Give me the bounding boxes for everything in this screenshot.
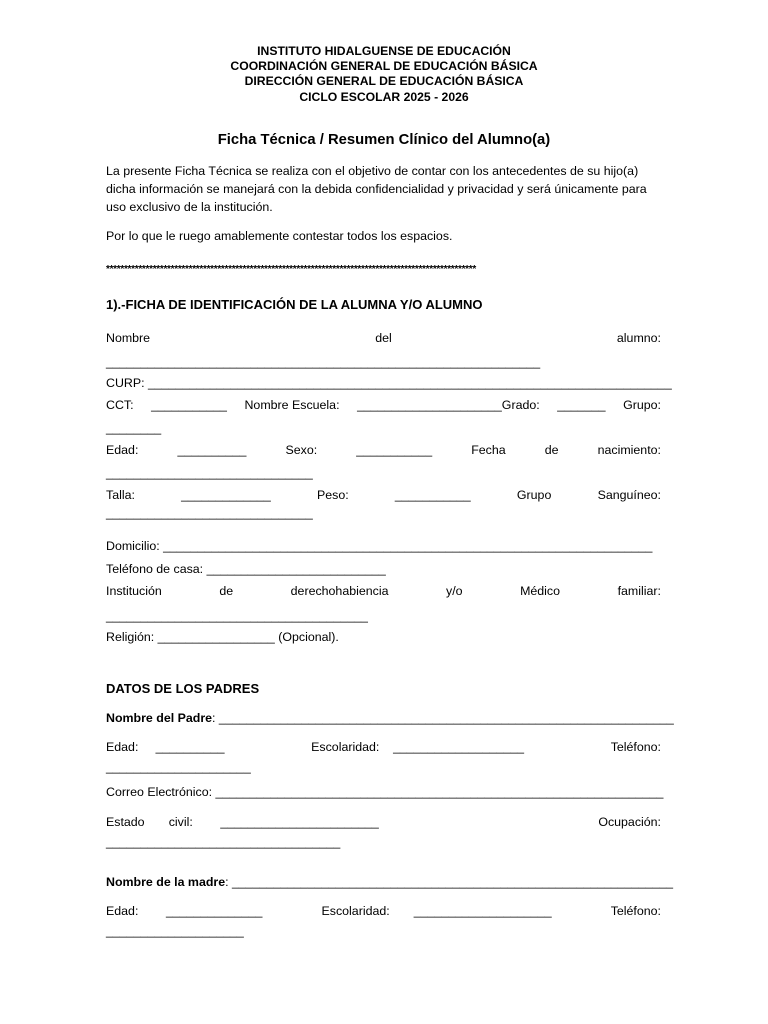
- mother-age-group: [106, 904, 262, 918]
- grade-field[interactable]: _______: [557, 398, 606, 412]
- health-institution-word-3: derechohabiencia: [290, 584, 389, 598]
- blood-type-label: Sanguíneo:: [597, 488, 661, 502]
- intro-line-3: uso exclusivo de la institución.: [106, 200, 273, 214]
- father-age-field[interactable]: __________: [155, 740, 225, 754]
- occupation-label: Ocupación:: [598, 815, 661, 829]
- marital-status-label: civil:: [168, 815, 193, 829]
- school-name-field[interactable]: _____________________Grado:: [357, 398, 540, 412]
- mother-name-field[interactable]: : ________________________________________________________________: [225, 875, 674, 889]
- curp-field[interactable]: CURP: ____________________________________________________________________________: [106, 376, 672, 390]
- age-row: [106, 443, 661, 457]
- header-institute: INSTITUTO HIDALGUENSE DE EDUCACIÓN: [257, 44, 511, 58]
- mother-phone-label: Teléfono:: [610, 904, 661, 918]
- mother-age-label: Edad:: [106, 904, 139, 918]
- mother-education-field[interactable]: ____________________: [413, 904, 552, 918]
- weight-field[interactable]: ___________: [394, 488, 471, 502]
- mother-age-field[interactable]: ______________: [165, 904, 263, 918]
- student-name-field[interactable]: _______________________________________________________________: [106, 355, 541, 369]
- student-name-word-1: Nombre: [106, 331, 151, 345]
- mother-phone-field[interactable]: ____________________: [106, 924, 244, 938]
- father-education-label: Escolaridad:: [311, 740, 380, 754]
- header-direction: DIRECCIÓN GENERAL DE EDUCACIÓN BÁSICA: [244, 74, 524, 88]
- header-school-year: CICLO ESCOLAR 2025 - 2026: [299, 90, 469, 104]
- cct-field[interactable]: ___________: [151, 398, 227, 412]
- father-phone-label: Teléfono:: [610, 740, 661, 754]
- home-phone-field[interactable]: Teléfono de casa: __________________________: [106, 562, 386, 576]
- marital-status-word-1: Estado: [106, 815, 145, 829]
- school-name-label: Nombre Escuela:: [244, 398, 340, 412]
- health-institution-row: [106, 584, 661, 598]
- father-age-group: [106, 740, 225, 754]
- father-age-row: [106, 740, 661, 754]
- father-education-field[interactable]: ___________________: [393, 740, 525, 754]
- mother-age-row: [106, 904, 661, 918]
- student-name-row: [106, 331, 661, 345]
- separator-stars: *******************************************************************************************************: [106, 264, 476, 275]
- father-name-field[interactable]: : __________________________________________________________________: [212, 711, 674, 725]
- health-institution-word-5: Médico: [520, 584, 561, 598]
- address-field[interactable]: Domicilio: _______________________________________________________________________: [106, 539, 653, 553]
- marital-status-row: [106, 815, 661, 829]
- height-label: Talla:: [106, 488, 135, 502]
- marital-status-field[interactable]: _______________________: [220, 815, 379, 829]
- section-1-heading: 1).-FICHA DE IDENTIFICACIÓN DE LA ALUMNA Y/O ALUMNO: [106, 297, 483, 312]
- group-field[interactable]: ________: [106, 421, 162, 435]
- header-coordination: COORDINACIÓN GENERAL DE EDUCACIÓN BÁSICA: [230, 59, 538, 73]
- group-label: Grupo:: [623, 398, 661, 412]
- sex-label: Sexo:: [285, 443, 318, 457]
- cct-label: CCT:: [106, 398, 134, 412]
- mother-name-label: Nombre de la madre: [106, 875, 226, 889]
- intro-line-1: La presente Ficha Técnica se realiza con el objetivo de contar con los antecedentes de su hijo(a): [106, 164, 639, 178]
- sex-field[interactable]: ___________: [356, 443, 433, 457]
- document-title: Ficha Técnica / Resumen Clínico del Alumno(a): [217, 132, 551, 148]
- health-institution-word-1: Institución: [106, 584, 162, 598]
- health-institution-label: familiar:: [617, 584, 661, 598]
- mother-education-label: Escolaridad:: [321, 904, 390, 918]
- age-field[interactable]: __________: [177, 443, 247, 457]
- mother-name-row: [106, 875, 673, 889]
- blood-type-field[interactable]: ______________________________: [106, 506, 313, 520]
- birthdate-field[interactable]: ______________________________: [106, 466, 313, 480]
- parents-heading: DATOS DE LOS PADRES: [106, 681, 260, 696]
- birthdate-word-1: Fecha: [471, 443, 506, 457]
- religion-field[interactable]: Religión: _________________ (Opcional).: [106, 630, 339, 644]
- height-field[interactable]: _____________: [181, 488, 271, 502]
- father-education-group: [311, 740, 524, 754]
- email-field[interactable]: Correo Electrónico: _________________________________________________________________: [106, 785, 664, 799]
- blood-type-word-1: Grupo: [516, 488, 552, 502]
- health-institution-field[interactable]: ______________________________________: [106, 609, 368, 623]
- mother-education-group: [322, 904, 552, 918]
- father-name-row: [106, 711, 674, 725]
- student-name-word-3: alumno:: [616, 331, 661, 345]
- health-institution-word-2: de: [219, 584, 234, 598]
- student-name-word-2: del: [375, 331, 392, 345]
- cct-row: [106, 398, 661, 412]
- health-institution-word-4: y/o: [446, 584, 463, 598]
- weight-label: Peso:: [316, 488, 349, 502]
- intro-line-2: dicha información se manejará con la debida confidencialidad y privacidad y será únicamente para: [106, 182, 647, 196]
- marital-status-group: [106, 815, 379, 829]
- birthdate-label: nacimiento:: [597, 443, 661, 457]
- occupation-field[interactable]: __________________________________: [106, 835, 341, 849]
- intro-request: Por lo que le ruego amablemente contestar todos los espacios.: [106, 229, 453, 243]
- birthdate-word-2: de: [544, 443, 559, 457]
- age-label: Edad:: [106, 443, 139, 457]
- father-name-label: Nombre del Padre: [106, 711, 213, 725]
- father-phone-field[interactable]: _____________________: [106, 760, 251, 774]
- father-age-label: Edad:: [106, 740, 139, 754]
- height-row: [106, 488, 661, 502]
